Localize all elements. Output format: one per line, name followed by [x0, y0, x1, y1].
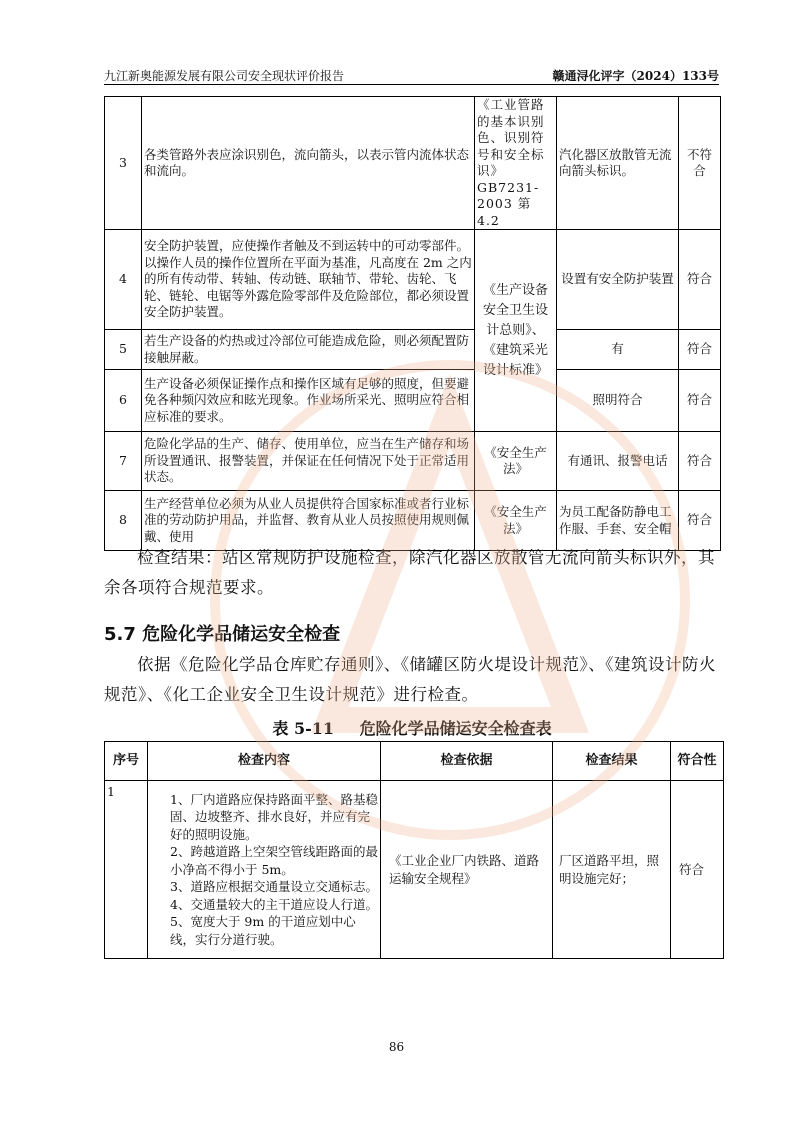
table-header-row [105, 742, 724, 781]
header-basis: 检查依据 [381, 742, 553, 781]
conformity: 符合 [679, 491, 721, 551]
conformity: 符合 [679, 330, 721, 370]
row-number: 1 [105, 781, 148, 959]
header-seq: 序号 [105, 742, 148, 781]
header-content: 检查内容 [148, 742, 381, 781]
row-number: 4 [105, 230, 142, 330]
check-result: 有 [557, 330, 679, 370]
header-conformity: 符合性 [671, 742, 724, 781]
check-basis: 《安全生产法》 [475, 432, 557, 491]
conformity: 不符合 [679, 97, 721, 230]
table-row [105, 230, 721, 330]
table-row [105, 491, 721, 551]
table-row [105, 330, 721, 370]
check-basis: 《工业管路的基本识别色、识别符号和安全标识》GB7231-2003 第 4.2 [475, 97, 557, 230]
page-header [104, 66, 719, 85]
row-number: 6 [105, 370, 142, 432]
table-row [105, 370, 721, 432]
check-result: 设置有安全防护装置 [557, 230, 679, 330]
conformity: 符合 [679, 230, 721, 330]
check-content: 1、厂内道路应保持路面平整、路基稳固、边坡整齐、排水良好，并应有完好的照明设施。 2、跨越道路上空架空管线距路面的最小净高不得小于 5m。 3、道路应根据交通量设立交通标志。 4、交通量较大的主干道应设人行道。 5、宽度大于 9m 的干道应划中心线，实行分道行驶。 [148, 781, 381, 959]
document-number: 赣通浔化评字（2024）133号 [552, 69, 719, 83]
section-paragraph: 依据《危险化学品仓库贮存通则》、《储罐区防火堤设计规范》、《建筑设计防火规范》、《化工企业安全卫生设计规范》进行检查。 [104, 655, 716, 704]
row-number: 3 [105, 97, 142, 230]
table-row [105, 781, 724, 959]
check-content: 安全防护装置，应使操作者触及不到运转中的可动零部件。 以操作人员的操作位置所在平面为基准，凡高度在 2m 之内的所有传动带、转轴、传动链、联轴节、带轮、齿轮、飞轮、链轮、电锯等外露危险零部件及危险部位，都必须设置安全防护装置。 [142, 230, 475, 330]
table-caption-number: 表 5-11 [272, 719, 335, 738]
check-basis-merged: 《生产设备安全卫生设计总则》、《建筑采光设计标准》 [475, 230, 557, 432]
storage-transport-check-table [104, 741, 724, 959]
check-result: 为员工配备防静电工作服、手套、安全帽 [557, 491, 679, 551]
check-content: 各类管路外表应涂识别色，流向箭头，以表示管内流体状态和流向。 [142, 97, 475, 230]
table-caption-title: 危险化学品储运安全检查表 [359, 719, 552, 738]
check-result: 厂区道路平坦，照明设施完好； [553, 781, 671, 959]
check-result: 照明符合 [557, 370, 679, 432]
row-number: 5 [105, 330, 142, 370]
check-basis: 《工业企业厂内铁路、道路运输安全规程》 [381, 781, 553, 959]
check-content: 若生产设备的灼热或过冷部位可能造成危险，则必须配置防接触屏蔽。 [142, 330, 475, 370]
table-row [105, 432, 721, 491]
conformity: 符合 [671, 781, 724, 959]
header-result: 检查结果 [553, 742, 671, 781]
section-heading: 5.7 危险化学品储运安全检查 [104, 624, 341, 645]
conformity: 符合 [679, 370, 721, 432]
conformity: 符合 [679, 432, 721, 491]
page-number: 86 [388, 1040, 405, 1054]
report-title: 九江新奥能源发展有限公司安全现状评价报告 [104, 69, 345, 83]
check-result: 汽化器区放散管无流向箭头标识。 [557, 97, 679, 230]
inspection-table-continued [104, 96, 721, 551]
row-number: 7 [105, 432, 142, 491]
row-number: 8 [105, 491, 142, 551]
check-basis: 《安全生产法》 [475, 491, 557, 551]
check-result: 有通讯、报警电话 [557, 432, 679, 491]
table-caption [104, 716, 720, 739]
check-content: 危险化学品的生产、储存、使用单位，应当在生产储存和场所设置通讯、报警装置，并保证在任何情况下处于正常适用状态。 [142, 432, 475, 491]
check-content: 生产经营单位必须为从业人员提供符合国家标准或者行业标准的劳动防护用品，并监督、教育从业人员按照使用规则佩戴、使用 [142, 491, 475, 551]
inspection-result-paragraph: 检查结果：站区常规防护设施检查，除汽化器区放散管无流向箭头标识外，其余各项符合规范要求。 [104, 548, 715, 597]
table-row [105, 97, 721, 230]
check-content: 生产设备必须保证操作点和操作区域有足够的照度，但要避免各种频闪效应和眩光现象。作业场所采光、照明应符合相应标准的要求。 [142, 370, 475, 432]
